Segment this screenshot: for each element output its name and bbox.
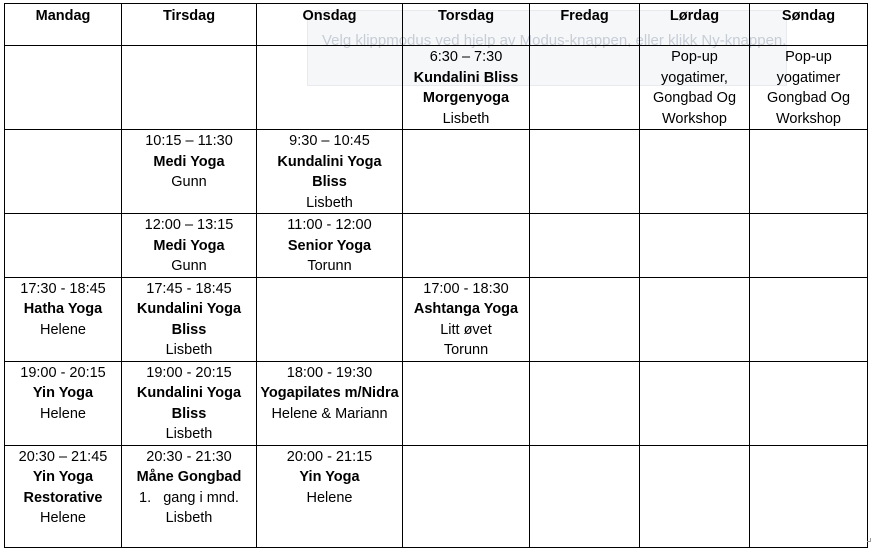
empty-cell [640, 277, 750, 361]
event-note-cell [750, 46, 868, 130]
resize-corner [867, 538, 871, 542]
class-name: Senior Yoga [287, 237, 372, 254]
class-cell [122, 277, 257, 361]
empty-cell [640, 130, 750, 214]
class-cell [257, 214, 403, 278]
schedule-row [5, 277, 868, 361]
empty-cell [403, 445, 530, 547]
schedule-row [5, 361, 868, 445]
event-note: Pop-up yogatimer, Gongbad Og Workshop [652, 49, 737, 127]
empty-cell [530, 46, 640, 130]
class-name: Hatha Yoga [23, 301, 103, 317]
class-instructor: Lisbeth [165, 342, 213, 358]
class-time: 19:00 - 20:15 [146, 364, 232, 381]
class-cell [122, 214, 257, 278]
snipping-tool-hint-text: Velg klippmodus ved hjelp av Modus-knappen, eller klikk Ny-knappen. [322, 32, 787, 49]
class-name: Medi Yoga [153, 237, 225, 254]
class-name: Kundalini Yoga Bliss [277, 153, 382, 190]
class-name: Yin Yoga [299, 469, 360, 485]
class-cell [403, 277, 530, 361]
day-header-sunday: Søndag [750, 4, 868, 46]
class-name: Kundalini Yoga Bliss [136, 385, 242, 422]
class-instructor: Lisbeth [442, 110, 490, 127]
day-header-row [5, 4, 868, 46]
class-cell [5, 361, 122, 445]
class-cell [122, 445, 257, 547]
class-name: Medi Yoga [153, 153, 225, 170]
class-level: Litt øvet [440, 321, 492, 338]
class-cell [257, 361, 403, 445]
schedule-row [5, 445, 868, 547]
day-header-thursday: Torsdag [403, 4, 530, 46]
class-name: Kundalini Yoga Bliss [136, 301, 242, 338]
class-cell [257, 445, 403, 547]
class-instructor: Helene [40, 405, 86, 422]
class-instructor: Helene & Mariann [271, 405, 388, 422]
empty-cell [640, 361, 750, 445]
schedule-row [5, 46, 868, 130]
event-note-cell [640, 46, 750, 130]
class-instructor: Helene [40, 510, 86, 526]
class-cell [257, 130, 403, 214]
empty-cell [122, 46, 257, 130]
class-name: Kundalini Bliss Morgenyoga [413, 69, 519, 106]
class-instructor: Lisbeth [165, 426, 213, 442]
empty-cell [403, 130, 530, 214]
class-instructor: Gunn [171, 174, 207, 190]
empty-cell [403, 214, 530, 278]
class-name: Yogapilates m/Nidra [260, 385, 399, 401]
class-time: 20:00 - 21:15 [286, 448, 373, 465]
empty-cell [5, 214, 122, 278]
class-instructor: Helene [40, 321, 86, 338]
empty-cell [750, 130, 868, 214]
class-time: 17:00 - 18:30 [423, 280, 509, 297]
class-time: 10:15 – 11:30 [145, 133, 233, 149]
event-note: Pop-up yogatimer Gongbad Og Workshop [766, 49, 851, 127]
empty-cell [5, 46, 122, 130]
class-time: 20:30 - 21:30 [146, 448, 232, 465]
class-instructor: Lisbeth [165, 510, 213, 526]
day-header-saturday: Lørdag [640, 4, 750, 46]
schedule-row [5, 214, 868, 278]
class-name: Ashtanga Yoga [413, 301, 519, 317]
empty-cell [530, 277, 640, 361]
class-cell [403, 46, 530, 130]
class-cell [5, 445, 122, 547]
class-time: 9:30 – 10:45 [289, 133, 370, 149]
class-time: 18:00 - 19:30 [286, 364, 373, 381]
class-cell [122, 130, 257, 214]
empty-cell [257, 46, 403, 130]
class-time: 12:00 – 13:15 [144, 217, 234, 233]
class-instructor: Torunn [443, 342, 489, 358]
empty-cell [640, 214, 750, 278]
class-time: 20:30 – 21:45 [18, 448, 108, 465]
day-header-friday: Fredag [530, 4, 640, 46]
class-frequency: 1. gang i mnd. [139, 489, 239, 506]
class-time: 17:30 - 18:45 [20, 280, 106, 297]
empty-cell [530, 361, 640, 445]
empty-cell [750, 361, 868, 445]
class-name: Yin Yoga [32, 385, 94, 401]
class-instructor: Helene [306, 489, 353, 506]
class-time: 17:45 - 18:45 [146, 280, 232, 297]
class-time: 11:00 - 12:00 [287, 217, 372, 233]
day-header-monday: Mandag [5, 4, 122, 46]
class-cell [122, 361, 257, 445]
empty-cell [403, 361, 530, 445]
empty-cell [640, 445, 750, 547]
day-header-wednesday: Onsdag [257, 4, 403, 46]
empty-cell [530, 130, 640, 214]
empty-cell [530, 445, 640, 547]
empty-cell [750, 445, 868, 547]
schedule-row [5, 130, 868, 214]
empty-cell [530, 214, 640, 278]
empty-cell [257, 277, 403, 361]
empty-cell [750, 214, 868, 278]
weekly-yoga-schedule [4, 3, 868, 548]
class-time: 6:30 – 7:30 [429, 49, 503, 65]
class-cell [5, 277, 122, 361]
class-instructor: Lisbeth [306, 194, 353, 211]
empty-cell [750, 277, 868, 361]
class-name: Yin Yoga Restorative [23, 469, 103, 506]
empty-cell [5, 130, 122, 214]
class-instructor: Torunn [307, 258, 352, 274]
class-time: 19:00 - 20:15 [20, 364, 106, 381]
class-instructor: Gunn [171, 258, 207, 274]
class-name: Måne Gongbad [136, 469, 242, 485]
day-header-tuesday: Tirsdag [122, 4, 257, 46]
